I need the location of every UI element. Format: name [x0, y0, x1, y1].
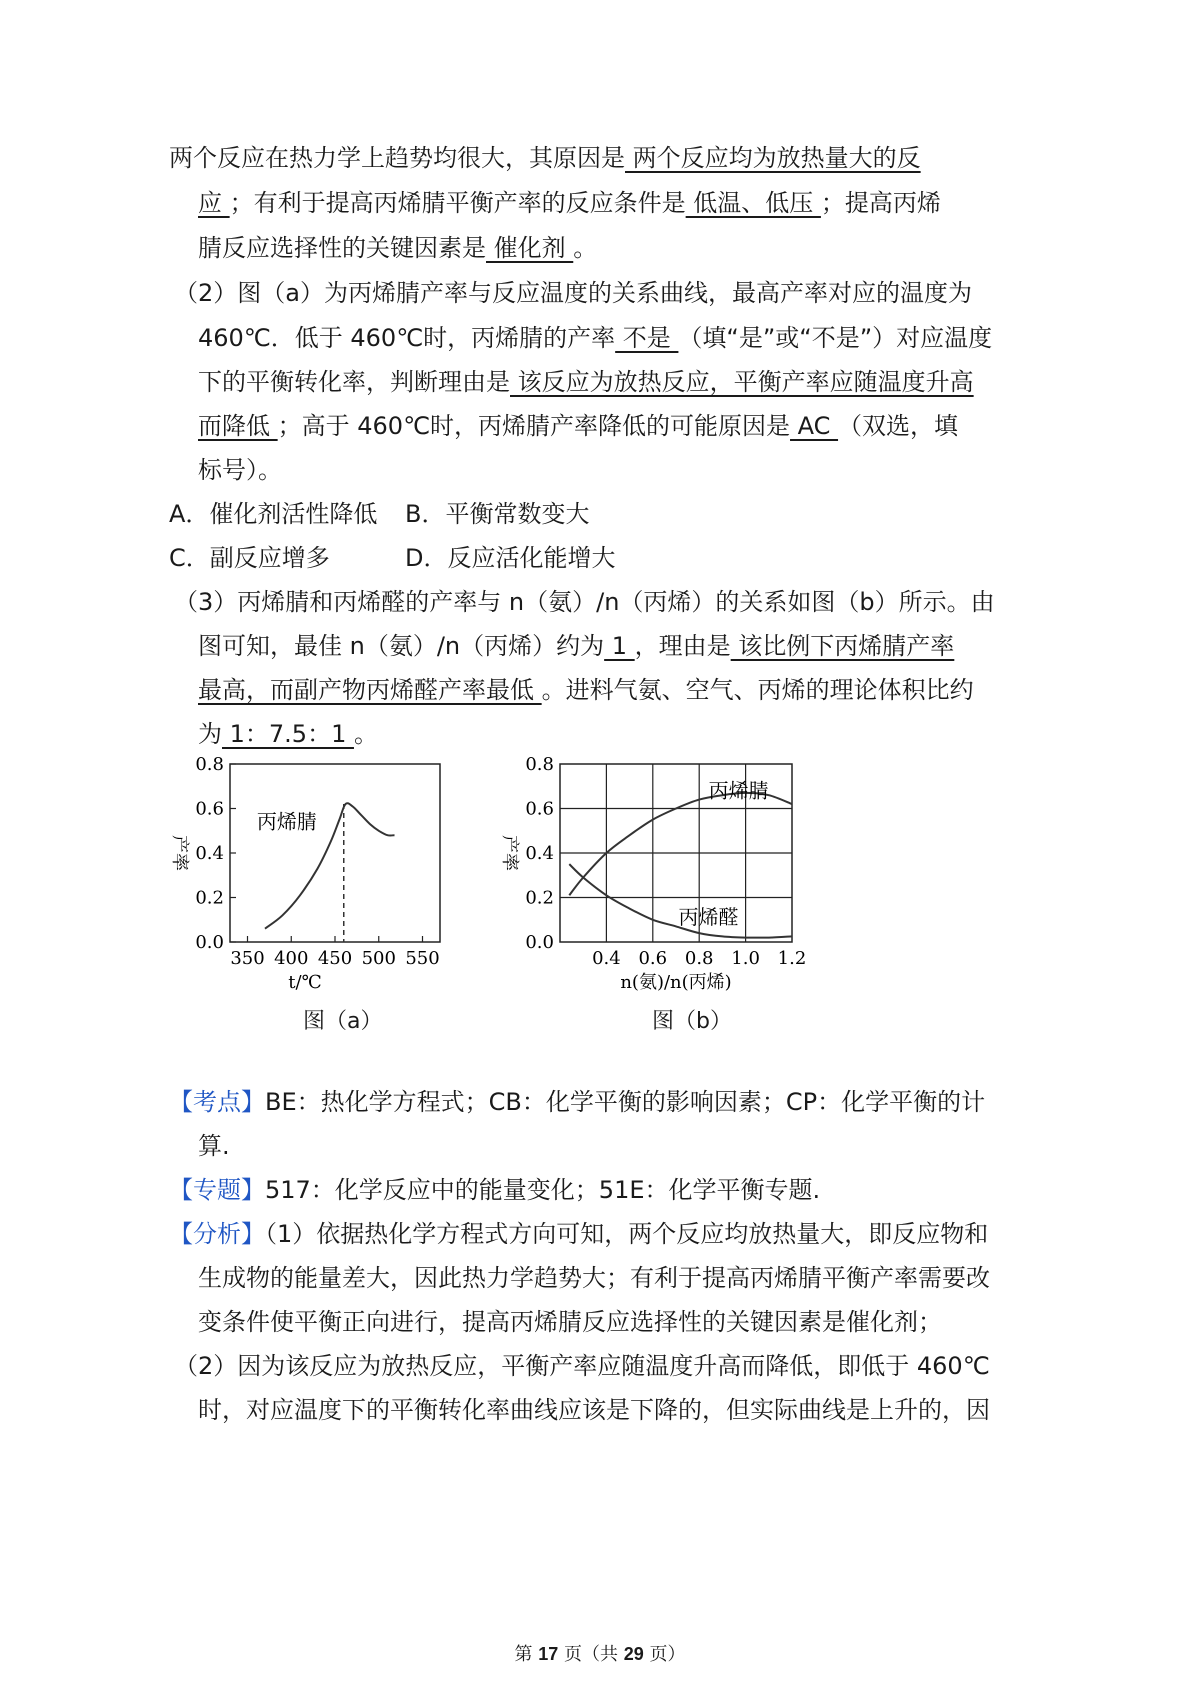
x-axis-label: n(氨)/n(丙烯): [620, 972, 732, 993]
fenxi-line-2: 生成物的能量差大，因此热力学趋势大；有利于提高丙烯腈平衡产率需要改: [198, 1264, 990, 1292]
x-tick-label: 550: [405, 948, 440, 969]
option-d: D．反应活化能增大: [405, 544, 616, 572]
question-2-line-1: （2）图（a）为丙烯腈产率与反应温度的关系曲线，最高产率对应的温度为: [174, 279, 972, 307]
answer-blank-8-cont: 最高，而副产物丙烯醛产率最低: [198, 676, 542, 704]
x-tick-label: 350: [230, 948, 265, 969]
fenxi-line-1: 【分析】（1）依据热化学方程式方向可知，两个反应均放热量大，即反应物和: [169, 1220, 989, 1248]
y-axis-label: 产率: [169, 835, 190, 871]
y-tick-label: 0.2: [195, 887, 224, 909]
x-tick-label: 500: [361, 948, 396, 969]
kaodian-tag: 【考点】: [169, 1088, 265, 1116]
figure-b-caption: 图（b）: [652, 1009, 732, 1034]
figure-a-caption: 图（a）: [303, 1009, 383, 1034]
option-b: B．平衡常数变大: [405, 500, 590, 528]
chart-b: [490, 752, 830, 1002]
answer-blank-1: 两个反应均为放热量大的反: [625, 144, 921, 172]
y-tick-label: 0.8: [525, 754, 554, 775]
x-tick-label: 0.8: [684, 948, 714, 969]
answer-blank-3: 催化剂: [486, 234, 574, 262]
x-tick-label: 400: [274, 948, 309, 969]
kaodian-line-2: 算.: [198, 1132, 230, 1160]
question-3-line-3: 最高，而副产物丙烯醛产率最低 。进料气氨、空气、丙烯的理论体积比约: [198, 676, 974, 704]
figure-b: [490, 752, 830, 1006]
answer-line-2: 应 ；有利于提高丙烯腈平衡产率的反应条件是 低温、低压 ；提高丙烯: [198, 189, 941, 217]
y-tick-label: 0.0: [525, 932, 554, 953]
y-tick-label: 0.6: [525, 798, 554, 820]
fenxi-tag: 【分析】: [169, 1220, 265, 1248]
plot-frame: [230, 764, 440, 942]
page-total: 29: [623, 1644, 644, 1664]
question-3-line-2: 图可知，最佳 n（氨）/n（丙烯）约为 1 ，理由是 该比例下丙烯腈产率: [198, 632, 955, 660]
answer-line-1: 两个反应在热力学上趋势均很大，其原因是 两个反应均为放热量大的反: [169, 144, 921, 172]
y-tick-label: 0.4: [195, 843, 224, 864]
y-tick-label: 0.6: [195, 798, 224, 820]
x-tick-label: 0.4: [592, 948, 621, 969]
fenxi-line-3: 变条件使平衡正向进行，提高丙烯腈反应选择性的关键因素是催化剂；: [198, 1308, 942, 1336]
answer-blank-9: 1：7.5：1: [222, 720, 354, 748]
answer-blank-7: 1: [604, 632, 635, 660]
series-label-acrolein: 丙烯醛: [678, 905, 739, 930]
x-tick-label: 1.2: [777, 948, 807, 969]
answer-blank-1-cont: 应: [198, 189, 230, 217]
question-2-line-5: 标号）。: [198, 456, 282, 484]
x-axis-label: t/℃: [288, 972, 322, 993]
option-c: C．副反应增多: [169, 544, 330, 572]
answer-blank-5-cont: 而降低: [198, 412, 278, 440]
page-number: 17: [538, 1644, 559, 1664]
y-tick-label: 0.4: [525, 843, 554, 864]
y-axis-label: 产率: [499, 835, 520, 871]
y-tick-label: 0.0: [195, 932, 224, 953]
answer-line-3: 腈反应选择性的关键因素是 催化剂 。: [198, 234, 598, 262]
series-label-acrylonitrile: 丙烯腈: [708, 778, 769, 803]
answer-blank-8: 该比例下丙烯腈产率: [730, 632, 955, 660]
x-tick-label: 0.6: [638, 948, 668, 969]
zhuanti-tag: 【专题】: [169, 1176, 265, 1204]
question-2-line-4: 而降低 ；高于 460℃时，丙烯腈产率降低的可能原因是 AC （双选，填: [198, 412, 959, 440]
figure-a: [160, 752, 460, 1006]
question-3-line-1: （3）丙烯腈和丙烯醛的产率与 n（氨）/n（丙烯）的关系如图（b）所示。由: [174, 588, 995, 616]
chart-a: [160, 752, 460, 1002]
answer-blank-5: 该反应为放热反应，平衡产率应随温度升高: [510, 368, 974, 396]
question-2-line-2: 460℃．低于 460℃时，丙烯腈的产率 不是 （填“是”或“不是”）对应温度: [198, 324, 993, 352]
y-tick-label: 0.2: [525, 887, 554, 909]
y-tick-label: 0.8: [195, 754, 224, 775]
zhuanti-line: 【专题】517：化学反应中的能量变化；51E：化学平衡专题.: [169, 1176, 821, 1204]
x-tick-label: 450: [317, 948, 353, 969]
fenxi-line-4: （2）因为该反应为放热反应，平衡产率应随温度升高而降低，即低于 460℃: [174, 1352, 990, 1380]
kaodian-line: 【考点】BE：热化学方程式；CB：化学平衡的影响因素；CP：化学平衡的计: [169, 1088, 986, 1116]
x-tick-label: 1.0: [731, 948, 760, 969]
answer-blank-6: AC: [790, 412, 839, 440]
option-a: A．催化剂活性降低: [169, 500, 378, 528]
answer-blank-2: 低温、低压: [685, 189, 821, 217]
question-2-line-3: 下的平衡转化率，判断理由是 该反应为放热反应，平衡产率应随温度升高: [198, 368, 974, 396]
page-footer: 第 17 页（共 29 页）: [514, 1644, 686, 1665]
series-label-acrylonitrile: 丙烯腈: [256, 809, 317, 834]
fenxi-line-5: 时，对应温度下的平衡转化率曲线应该是下降的，但实际曲线是上升的，因: [198, 1396, 990, 1424]
answer-blank-4: 不是: [615, 324, 679, 352]
question-3-line-4: 为 1：7.5：1 。: [198, 720, 378, 748]
